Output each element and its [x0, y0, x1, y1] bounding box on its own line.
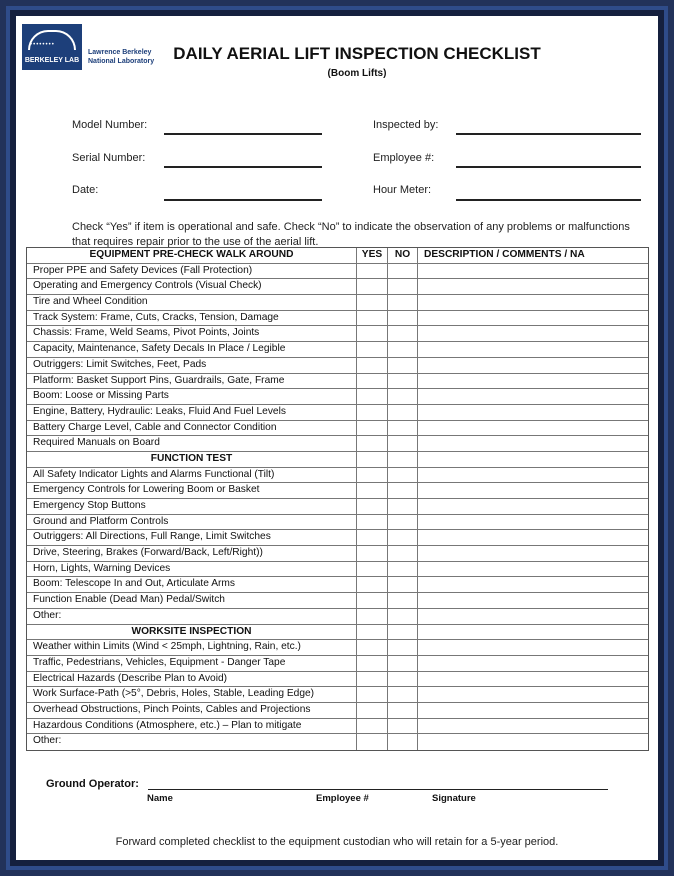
item-label: Other:	[27, 734, 357, 750]
table-row	[27, 656, 648, 672]
header-no: NO	[388, 248, 418, 263]
no-checkbox[interactable]	[388, 483, 418, 498]
name-caption: Name	[147, 793, 173, 804]
section-yes-cell	[357, 452, 388, 467]
item-label: Required Manuals on Board	[27, 436, 357, 451]
comment-cell[interactable]	[418, 264, 648, 279]
comment-cell[interactable]	[418, 342, 648, 357]
logo-arch-text: ••••••••	[30, 42, 55, 48]
table-header-row	[27, 248, 648, 264]
no-checkbox[interactable]	[388, 640, 418, 655]
yes-checkbox[interactable]	[357, 703, 388, 718]
hour-meter-label: Hour Meter:	[373, 184, 432, 196]
comment-cell[interactable]	[418, 389, 648, 404]
item-label: Proper PPE and Safety Devices (Fall Protection)	[27, 264, 357, 279]
table-row	[27, 311, 648, 327]
item-label: Engine, Battery, Hydraulic: Leaks, Fluid And Fuel Levels	[27, 405, 357, 420]
no-checkbox[interactable]	[388, 374, 418, 389]
table-row	[27, 687, 648, 703]
no-checkbox[interactable]	[388, 734, 418, 750]
item-label: Track System: Frame, Cuts, Cracks, Tension, Damage	[27, 311, 357, 326]
comment-cell[interactable]	[418, 562, 648, 577]
no-checkbox[interactable]	[388, 687, 418, 702]
no-checkbox[interactable]	[388, 656, 418, 671]
table-row	[27, 530, 648, 546]
org-name-line1: Lawrence Berkeley	[88, 49, 152, 56]
comment-cell[interactable]	[418, 499, 648, 514]
section-desc-cell	[418, 452, 648, 467]
employee-number-field[interactable]	[456, 166, 641, 168]
table-row	[27, 295, 648, 311]
table-row	[27, 593, 648, 609]
header-walk-around: EQUIPMENT PRE-CHECK WALK AROUND	[27, 248, 357, 263]
table-row	[27, 468, 648, 484]
table-row	[27, 515, 648, 531]
ground-operator-field[interactable]	[148, 789, 608, 790]
section-no-cell	[388, 625, 418, 640]
document-page	[16, 16, 658, 860]
no-checkbox[interactable]	[388, 264, 418, 279]
yes-checkbox[interactable]	[357, 719, 388, 734]
no-checkbox[interactable]	[388, 342, 418, 357]
inspected-by-label: Inspected by:	[373, 119, 439, 131]
table-row	[27, 405, 648, 421]
model-number-label: Model Number:	[72, 119, 148, 131]
yes-checkbox[interactable]	[357, 515, 388, 530]
item-label: Chassis: Frame, Weld Seams, Pivot Points, Joints	[27, 326, 357, 341]
section-yes-cell	[357, 625, 388, 640]
no-checkbox[interactable]	[388, 593, 418, 608]
yes-checkbox[interactable]	[357, 358, 388, 373]
yes-checkbox[interactable]	[357, 436, 388, 451]
no-checkbox[interactable]	[388, 672, 418, 687]
section-function-test	[27, 452, 648, 468]
table-row	[27, 358, 648, 374]
no-checkbox[interactable]	[388, 703, 418, 718]
employee-number-label: Employee #:	[373, 152, 435, 164]
yes-checkbox[interactable]	[357, 342, 388, 357]
comment-cell[interactable]	[418, 279, 648, 294]
date-label: Date:	[72, 184, 99, 196]
footer-note: Forward completed checklist to the equipment custodian who will retain for a 5-year period.	[115, 836, 559, 848]
item-label: Boom: Telescope In and Out, Articulate Arms	[27, 577, 357, 592]
yes-checkbox[interactable]	[357, 374, 388, 389]
item-label: Outriggers: Limit Switches, Feet, Pads	[27, 358, 357, 373]
comment-cell[interactable]	[418, 483, 648, 498]
table-row	[27, 546, 648, 562]
hour-meter-field[interactable]	[456, 199, 641, 201]
yes-checkbox[interactable]	[357, 405, 388, 420]
comment-cell[interactable]	[418, 311, 648, 326]
serial-number-field[interactable]	[164, 166, 322, 168]
comment-cell[interactable]	[418, 593, 648, 608]
table-row	[27, 389, 648, 405]
table-row	[27, 374, 648, 390]
item-label: Emergency Controls for Lowering Boom or Basket	[27, 483, 357, 498]
comment-cell[interactable]	[418, 719, 648, 734]
table-row	[27, 279, 648, 295]
item-label: Platform: Basket Support Pins, Guardrails, Gate, Frame	[27, 374, 357, 389]
yes-checkbox[interactable]	[357, 468, 388, 483]
comment-cell[interactable]	[418, 672, 648, 687]
section-title: FUNCTION TEST	[27, 452, 357, 467]
org-name-line2: National Laboratory	[88, 58, 155, 65]
yes-checkbox[interactable]	[357, 577, 388, 592]
table-row	[27, 421, 648, 437]
table-row	[27, 609, 648, 625]
no-checkbox[interactable]	[388, 719, 418, 734]
comment-cell[interactable]	[418, 577, 648, 592]
comment-cell[interactable]	[418, 530, 648, 545]
item-label: Work Surface-Path (>5°, Debris, Holes, Stable, Leading Edge)	[27, 687, 357, 702]
table-row	[27, 342, 648, 358]
item-label: Hazardous Conditions (Atmosphere, etc.) – Plan to mitigate	[27, 719, 357, 734]
comment-cell[interactable]	[418, 609, 648, 624]
section-title: WORKSITE INSPECTION	[27, 625, 357, 640]
ground-operator-label: Ground Operator:	[46, 778, 139, 790]
item-label: Traffic, Pedestrians, Vehicles, Equipment - Danger Tape	[27, 656, 357, 671]
comment-cell[interactable]	[418, 326, 648, 341]
item-label: Drive, Steering, Brakes (Forward/Back, Left/Right))	[27, 546, 357, 561]
serial-number-label: Serial Number:	[72, 152, 146, 164]
item-label: Horn, Lights, Warning Devices	[27, 562, 357, 577]
comment-cell[interactable]	[418, 515, 648, 530]
item-label: Emergency Stop Buttons	[27, 499, 357, 514]
no-checkbox[interactable]	[388, 562, 418, 577]
item-label: Overhead Obstructions, Pinch Points, Cables and Projections	[27, 703, 357, 718]
yes-checkbox[interactable]	[357, 593, 388, 608]
item-label: Outriggers: All Directions, Full Range, Limit Switches	[27, 530, 357, 545]
yes-checkbox[interactable]	[357, 421, 388, 436]
inspection-table	[26, 247, 649, 751]
yes-checkbox[interactable]	[357, 311, 388, 326]
model-number-field[interactable]	[164, 133, 322, 135]
comment-cell[interactable]	[418, 405, 648, 420]
yes-checkbox[interactable]	[357, 530, 388, 545]
yes-checkbox[interactable]	[357, 672, 388, 687]
item-label: All Safety Indicator Lights and Alarms Functional (Tilt)	[27, 468, 357, 483]
no-checkbox[interactable]	[388, 358, 418, 373]
no-checkbox[interactable]	[388, 530, 418, 545]
table-row	[27, 640, 648, 656]
table-row	[27, 483, 648, 499]
no-checkbox[interactable]	[388, 468, 418, 483]
comment-cell[interactable]	[418, 703, 648, 718]
signature-caption: Signature	[432, 793, 476, 804]
table-row	[27, 562, 648, 578]
section-desc-cell	[418, 625, 648, 640]
comment-cell[interactable]	[418, 436, 648, 451]
yes-checkbox[interactable]	[357, 295, 388, 310]
item-label: Capacity, Maintenance, Safety Decals In Place / Legible	[27, 342, 357, 357]
yes-checkbox[interactable]	[357, 546, 388, 561]
item-label: Weather within Limits (Wind < 25mph, Lightning, Rain, etc.)	[27, 640, 357, 655]
logo-lab-text: BERKELEY LAB	[24, 57, 80, 64]
no-checkbox[interactable]	[388, 311, 418, 326]
yes-checkbox[interactable]	[357, 609, 388, 624]
comment-cell[interactable]	[418, 421, 648, 436]
no-checkbox[interactable]	[388, 405, 418, 420]
comment-cell[interactable]	[418, 640, 648, 655]
yes-checkbox[interactable]	[357, 279, 388, 294]
yes-checkbox[interactable]	[357, 562, 388, 577]
table-row	[27, 326, 648, 342]
table-row	[27, 436, 648, 452]
employee-caption: Employee #	[316, 793, 369, 804]
table-row	[27, 577, 648, 593]
comment-cell[interactable]	[418, 734, 648, 750]
page-subtitle: (Boom Lifts)	[327, 68, 387, 79]
yes-checkbox[interactable]	[357, 499, 388, 514]
header-yes: YES	[357, 248, 388, 263]
date-field[interactable]	[164, 199, 322, 201]
item-label: Ground and Platform Controls	[27, 515, 357, 530]
no-checkbox[interactable]	[388, 499, 418, 514]
no-checkbox[interactable]	[388, 326, 418, 341]
section-no-cell	[388, 452, 418, 467]
item-label: Battery Charge Level, Cable and Connector Condition	[27, 421, 357, 436]
instructions: Check “Yes” if item is operational and safe. Check “No” to indicate the observation of any problems or malfunctions that requires repair prior to the use of the aerial lift.	[72, 221, 630, 248]
item-label: Tire and Wheel Condition	[27, 295, 357, 310]
yes-checkbox[interactable]	[357, 264, 388, 279]
comment-cell[interactable]	[418, 358, 648, 373]
yes-checkbox[interactable]	[357, 687, 388, 702]
table-row	[27, 703, 648, 719]
no-checkbox[interactable]	[388, 609, 418, 624]
table-row	[27, 734, 648, 750]
no-checkbox[interactable]	[388, 421, 418, 436]
yes-checkbox[interactable]	[357, 483, 388, 498]
item-label: Function Enable (Dead Man) Pedal/Switch	[27, 593, 357, 608]
header-description: DESCRIPTION / COMMENTS / NA	[424, 249, 585, 260]
yes-checkbox[interactable]	[357, 656, 388, 671]
no-checkbox[interactable]	[388, 546, 418, 561]
yes-checkbox[interactable]	[357, 640, 388, 655]
comment-cell[interactable]	[418, 687, 648, 702]
comment-cell[interactable]	[418, 468, 648, 483]
yes-checkbox[interactable]	[357, 326, 388, 341]
no-checkbox[interactable]	[388, 389, 418, 404]
item-label: Electrical Hazards (Describe Plan to Avoid)	[27, 672, 357, 687]
table-row	[27, 719, 648, 735]
no-checkbox[interactable]	[388, 279, 418, 294]
no-checkbox[interactable]	[388, 295, 418, 310]
comment-cell[interactable]	[418, 295, 648, 310]
item-label: Other:	[27, 609, 357, 624]
inspected-by-field[interactable]	[456, 133, 641, 135]
page-title: DAILY AERIAL LIFT INSPECTION CHECKLIST	[173, 44, 541, 63]
comment-cell[interactable]	[418, 656, 648, 671]
comment-cell[interactable]	[418, 374, 648, 389]
table-row	[27, 499, 648, 515]
no-checkbox[interactable]	[388, 515, 418, 530]
comment-cell[interactable]	[418, 546, 648, 561]
yes-checkbox[interactable]	[357, 389, 388, 404]
item-label: Boom: Loose or Missing Parts	[27, 389, 357, 404]
table-row	[27, 264, 648, 280]
item-label: Operating and Emergency Controls (Visual Check)	[27, 279, 357, 294]
no-checkbox[interactable]	[388, 436, 418, 451]
table-row	[27, 672, 648, 688]
section-worksite-inspection	[27, 625, 648, 641]
yes-checkbox[interactable]	[357, 734, 388, 750]
no-checkbox[interactable]	[388, 577, 418, 592]
